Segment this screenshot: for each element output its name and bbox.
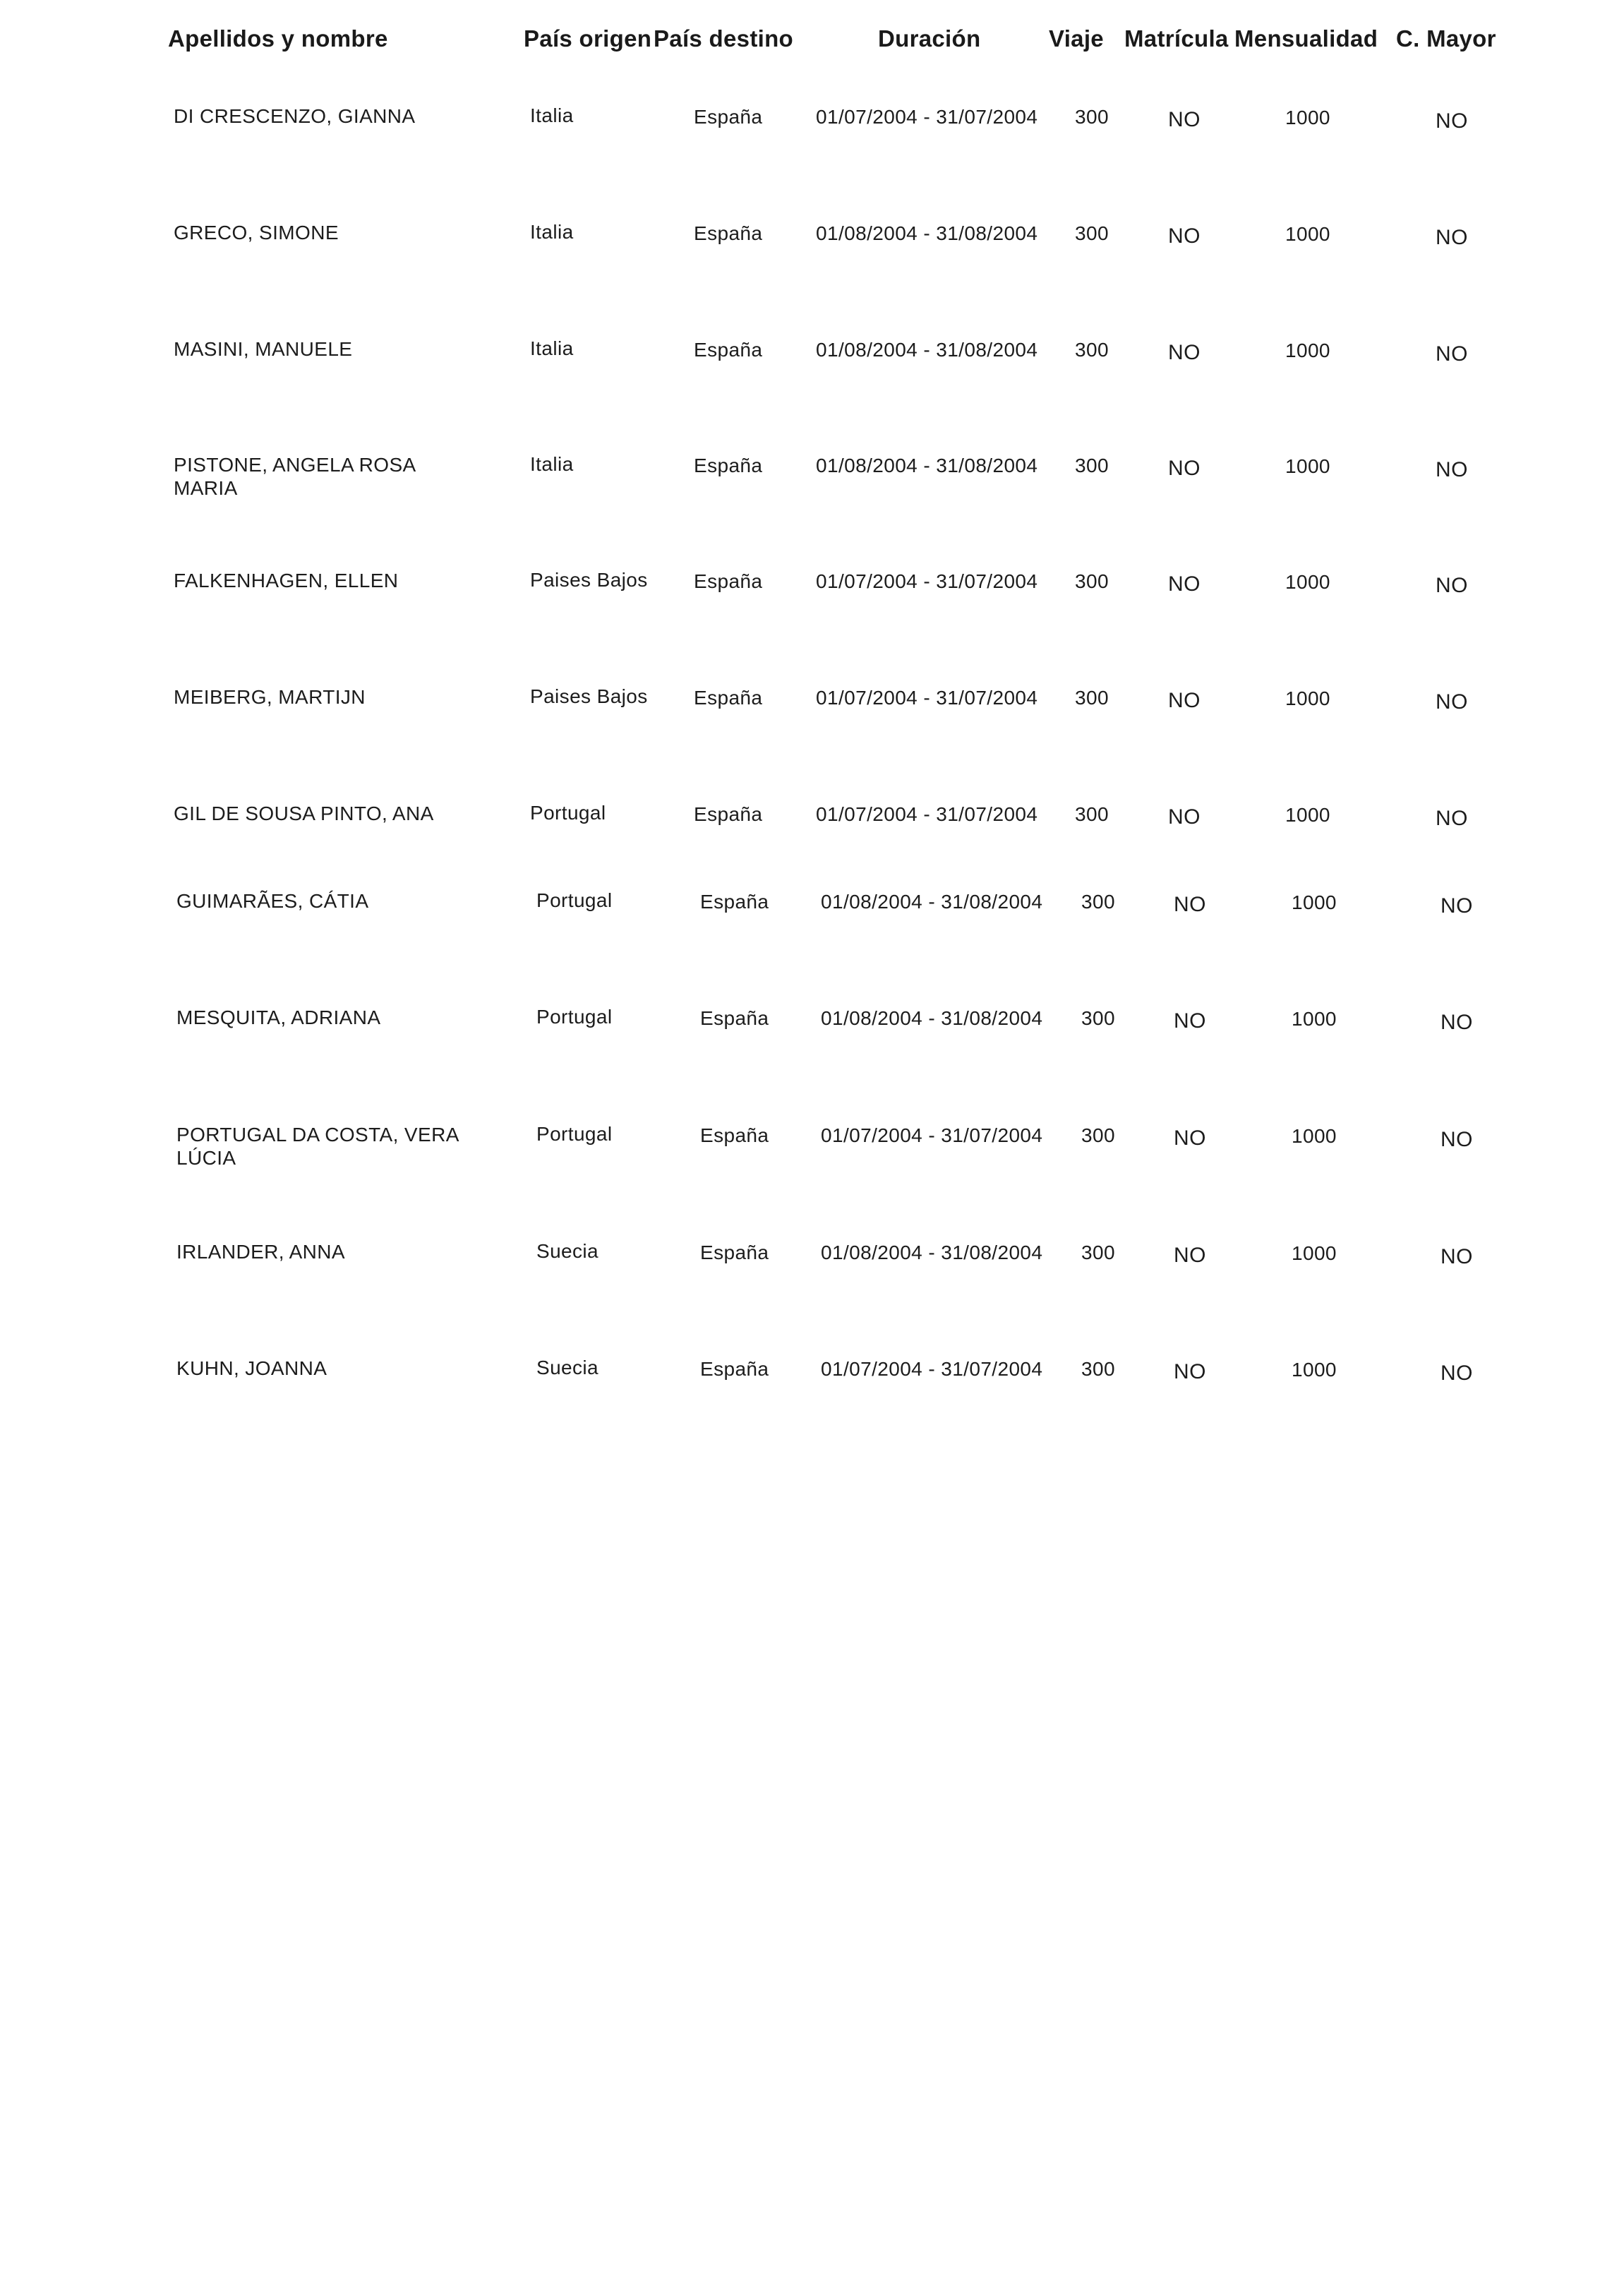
header-cmayor: C. Mayor <box>1396 25 1496 52</box>
cell-travel: 300 <box>1075 455 1109 476</box>
cell-tuition: NO <box>1168 572 1201 596</box>
cell-duration: 01/07/2004 - 31/07/2004 <box>816 803 1038 825</box>
cell-origin: Italia <box>530 104 574 126</box>
table-header <box>0 0 1624 85</box>
cell-name: DI CRESCENZO, GIANNA <box>174 105 416 127</box>
table-row <box>0 104 1624 210</box>
table-row <box>0 221 1624 327</box>
cell-name: GRECO, SIMONE <box>174 222 339 244</box>
cell-tuition: NO <box>1168 108 1201 131</box>
cell-cmayor: NO <box>1440 1128 1473 1151</box>
cell-name: MEIBERG, MARTIJN <box>174 686 366 708</box>
cell-duration: 01/07/2004 - 31/07/2004 <box>816 106 1038 128</box>
cell-dest: España <box>694 803 763 825</box>
table-row <box>0 453 1624 559</box>
cell-monthly: 1000 <box>1285 455 1330 477</box>
cell-tuition: NO <box>1174 1009 1206 1033</box>
cell-dest: España <box>694 455 763 476</box>
cell-origin: Italia <box>530 221 574 243</box>
cell-travel: 300 <box>1075 570 1109 592</box>
header-dest: País destino <box>654 25 793 52</box>
cell-tuition: NO <box>1174 1244 1206 1267</box>
cell-travel: 300 <box>1075 222 1109 244</box>
cell-tuition: NO <box>1168 689 1201 712</box>
cell-duration: 01/07/2004 - 31/07/2004 <box>821 1358 1043 1380</box>
cell-origin: Portugal <box>530 802 606 824</box>
cell-monthly: 1000 <box>1285 223 1330 245</box>
table-row <box>0 1123 1624 1229</box>
table-row <box>0 889 1624 995</box>
cell-dest: España <box>694 339 763 361</box>
cell-tuition: NO <box>1174 1126 1206 1150</box>
cell-name: KUHN, JOANNA <box>176 1357 327 1379</box>
cell-cmayor: NO <box>1440 1245 1473 1268</box>
cell-origin: Portugal <box>536 889 613 911</box>
cell-dest: España <box>700 1007 769 1029</box>
cell-name: MESQUITA, ADRIANA <box>176 1006 381 1028</box>
header-travel: Viaje <box>1049 25 1104 52</box>
cell-dest: España <box>700 1242 769 1263</box>
cell-name: PISTONE, ANGELA ROSA MARIA <box>174 454 416 499</box>
cell-travel: 300 <box>1081 1124 1115 1146</box>
cell-monthly: 1000 <box>1285 107 1330 128</box>
table-row <box>0 337 1624 443</box>
cell-travel: 300 <box>1081 1242 1115 1263</box>
cell-monthly: 1000 <box>1292 1242 1337 1264</box>
cell-name: FALKENHAGEN, ELLEN <box>174 570 399 591</box>
cell-monthly: 1000 <box>1285 804 1330 826</box>
cell-monthly: 1000 <box>1285 339 1330 361</box>
cell-travel: 300 <box>1081 891 1115 913</box>
cell-monthly: 1000 <box>1285 571 1330 593</box>
table-row <box>0 569 1624 675</box>
cell-duration: 01/07/2004 - 31/07/2004 <box>816 570 1038 592</box>
cell-tuition: NO <box>1168 805 1201 829</box>
cell-dest: España <box>700 891 769 913</box>
cell-travel: 300 <box>1081 1358 1115 1380</box>
cell-tuition: NO <box>1174 1360 1206 1383</box>
cell-name: PORTUGAL DA COSTA, VERA LÚCIA <box>176 1124 459 1169</box>
header-origin: País origen <box>524 25 652 52</box>
cell-monthly: 1000 <box>1292 1125 1337 1147</box>
cell-tuition: NO <box>1168 457 1201 480</box>
cell-travel: 300 <box>1075 687 1109 709</box>
cell-duration: 01/07/2004 - 31/07/2004 <box>816 687 1038 709</box>
cell-tuition: NO <box>1168 341 1201 364</box>
table-row <box>0 1006 1624 1112</box>
cell-cmayor: NO <box>1436 342 1468 366</box>
cell-cmayor: NO <box>1436 226 1468 249</box>
cell-monthly: 1000 <box>1292 1008 1337 1030</box>
cell-origin: Portugal <box>536 1006 613 1028</box>
cell-cmayor: NO <box>1440 894 1473 918</box>
cell-tuition: NO <box>1174 893 1206 916</box>
cell-origin: Paises Bajos <box>530 685 648 707</box>
cell-dest: España <box>700 1358 769 1380</box>
cell-dest: España <box>694 222 763 244</box>
cell-name: GIL DE SOUSA PINTO, ANA <box>174 803 434 824</box>
cell-cmayor: NO <box>1436 690 1468 714</box>
cell-travel: 300 <box>1081 1007 1115 1029</box>
cell-name: MASINI, MANUELE <box>174 338 353 360</box>
cell-name: IRLANDER, ANNA <box>176 1241 345 1263</box>
cell-cmayor: NO <box>1436 574 1468 597</box>
cell-cmayor: NO <box>1440 1011 1473 1034</box>
cell-origin: Suecia <box>536 1357 599 1378</box>
cell-travel: 300 <box>1075 339 1109 361</box>
cell-origin: Paises Bajos <box>530 569 648 591</box>
cell-origin: Portugal <box>536 1123 613 1145</box>
cell-duration: 01/08/2004 - 31/08/2004 <box>816 455 1038 476</box>
cell-dest: España <box>694 687 763 709</box>
cell-duration: 01/08/2004 - 31/08/2004 <box>821 1007 1043 1029</box>
cell-travel: 300 <box>1075 803 1109 825</box>
cell-tuition: NO <box>1168 224 1201 248</box>
cell-monthly: 1000 <box>1285 687 1330 709</box>
cell-travel: 300 <box>1075 106 1109 128</box>
cell-duration: 01/07/2004 - 31/07/2004 <box>821 1124 1043 1146</box>
cell-monthly: 1000 <box>1292 1359 1337 1381</box>
cell-monthly: 1000 <box>1292 891 1337 913</box>
cell-origin: Italia <box>530 453 574 475</box>
cell-duration: 01/08/2004 - 31/08/2004 <box>816 222 1038 244</box>
cell-cmayor: NO <box>1436 458 1468 481</box>
table-row <box>0 1357 1624 1462</box>
cell-cmayor: NO <box>1436 807 1468 830</box>
header-tuition: Matrícula <box>1124 25 1229 52</box>
cell-name: GUIMARÃES, CÁTIA <box>176 890 369 912</box>
header-name: Apellidos y nombre <box>168 25 388 52</box>
table-row <box>0 1240 1624 1346</box>
cell-origin: Suecia <box>536 1240 599 1262</box>
cell-dest: España <box>694 570 763 592</box>
header-monthly: Mensualidad <box>1234 25 1378 52</box>
cell-cmayor: NO <box>1440 1362 1473 1385</box>
cell-dest: España <box>700 1124 769 1146</box>
cell-origin: Italia <box>530 337 574 359</box>
cell-duration: 01/08/2004 - 31/08/2004 <box>821 1242 1043 1263</box>
cell-dest: España <box>694 106 763 128</box>
cell-duration: 01/08/2004 - 31/08/2004 <box>816 339 1038 361</box>
table-row <box>0 685 1624 791</box>
cell-duration: 01/08/2004 - 31/08/2004 <box>821 891 1043 913</box>
header-duration: Duración <box>878 25 981 52</box>
cell-cmayor: NO <box>1436 109 1468 133</box>
